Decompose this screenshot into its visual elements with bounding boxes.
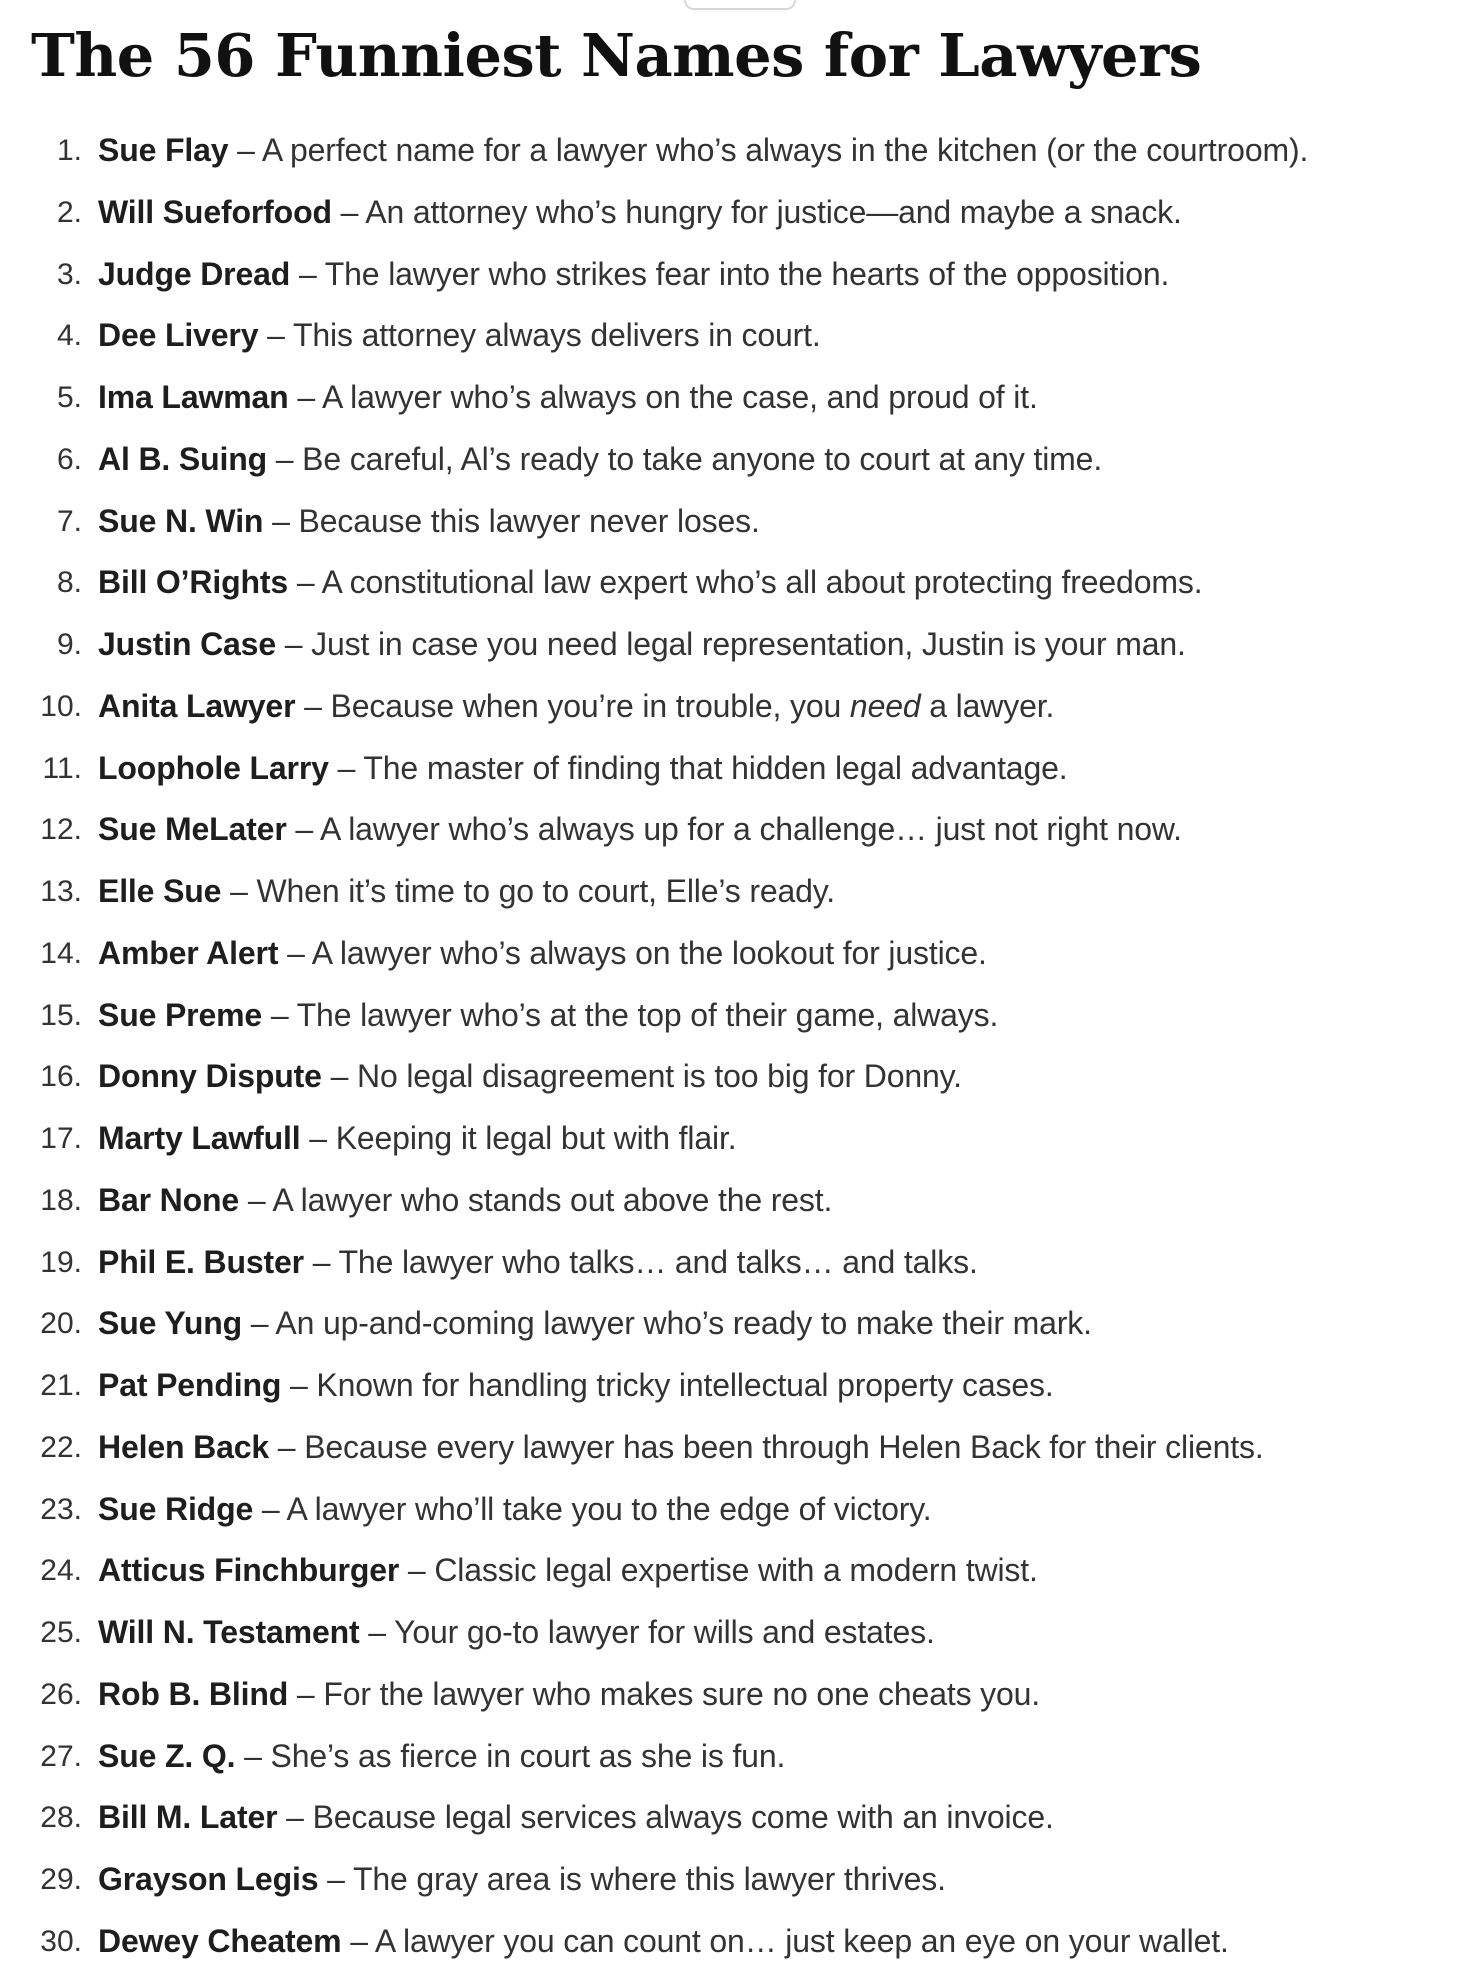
- dash-separator: –: [272, 502, 290, 539]
- list-item: [0, 738, 1465, 800]
- list-item: [0, 1479, 1465, 1541]
- dash-separator: –: [312, 1243, 331, 1280]
- item-number: 10.: [40, 689, 82, 723]
- item-entry: [98, 1911, 1229, 1973]
- dash-separator: –: [275, 440, 294, 477]
- lawyer-description: Because every lawyer has been through Helen Back for their clients.: [304, 1428, 1264, 1465]
- list-item: [0, 491, 1465, 553]
- lawyer-name: Judge Dread: [98, 255, 291, 292]
- lawyer-name: Pat Pending: [98, 1367, 282, 1403]
- item-number: 7.: [56, 504, 82, 538]
- item-number: 16.: [40, 1060, 82, 1094]
- item-number: 19.: [40, 1245, 82, 1279]
- list-item: [0, 1293, 1465, 1355]
- dash-separator: –: [296, 1675, 315, 1712]
- item-entry: [98, 1602, 935, 1664]
- lawyer-name: Sue Flay: [98, 132, 229, 168]
- list-item: [0, 676, 1465, 738]
- list-item: [0, 367, 1465, 429]
- item-number: 1.: [56, 134, 82, 167]
- lawyer-name: Sue Yung: [98, 1305, 243, 1342]
- dash-separator: –: [286, 1799, 304, 1836]
- item-entry: [98, 429, 1102, 491]
- lawyer-name: Amber Alert: [98, 934, 279, 971]
- dash-separator: –: [290, 1367, 308, 1403]
- lawyer-name: Justin Case: [98, 626, 276, 662]
- item-number: 6.: [56, 442, 82, 476]
- dash-separator: –: [407, 1552, 426, 1589]
- lawyer-description: Just in case you need legal representation, Justin is your man.: [311, 626, 1186, 662]
- lawyer-description: No legal disagreement is too big for Donny.: [357, 1058, 962, 1095]
- lawyer-name: Marty Lawfull: [98, 1120, 301, 1156]
- item-entry: [98, 1726, 785, 1788]
- item-entry: [98, 491, 760, 553]
- item-number: 29.: [40, 1863, 82, 1896]
- dash-separator: –: [298, 255, 317, 292]
- item-entry: [98, 1232, 978, 1294]
- lawyer-name: Will Sueforfood: [98, 193, 332, 230]
- item-number: 14.: [40, 936, 82, 970]
- item-entry: [98, 985, 998, 1047]
- list-item: [0, 1540, 1465, 1602]
- list-item: [0, 1602, 1465, 1664]
- list-item: [0, 861, 1465, 923]
- lawyer-description: [331, 688, 1055, 724]
- lawyer-description: The lawyer who strikes fear into the hearts of the opposition.: [324, 255, 1170, 292]
- lawyer-name: Helen Back: [98, 1428, 270, 1465]
- lawyer-description: The lawyer who’s at the top of their game, always.: [296, 996, 999, 1033]
- lawyer-description: When it’s time to go to court, Elle’s ready.: [256, 873, 836, 909]
- lawyer-name: Atticus Finchburger: [98, 1552, 400, 1589]
- lawyer-description: A lawyer you can count on… just keep an eye on your wallet.: [374, 1922, 1229, 1959]
- list-item: [0, 182, 1465, 244]
- lawyer-name: Phil E. Buster: [98, 1243, 304, 1280]
- list-item: [0, 1232, 1465, 1294]
- lawyer-description: Because this lawyer never loses.: [298, 502, 760, 539]
- list-item: [0, 1726, 1465, 1788]
- lawyer-name: Anita Lawyer: [98, 687, 296, 724]
- list-item: [0, 985, 1465, 1047]
- lawyer-name: Rob B. Blind: [98, 1675, 289, 1712]
- dash-separator: –: [309, 1120, 327, 1156]
- dash-separator: –: [295, 811, 314, 848]
- item-entry: [98, 1479, 932, 1541]
- item-number: 20.: [40, 1307, 82, 1341]
- list-item: [0, 244, 1465, 306]
- list-item: [0, 923, 1465, 985]
- item-number: 22.: [40, 1430, 82, 1464]
- item-number: 15.: [40, 998, 82, 1032]
- item-number: 23.: [40, 1492, 82, 1526]
- item-entry: [98, 367, 1038, 429]
- lawyer-name: Will N. Testament: [98, 1614, 360, 1650]
- item-number: 8.: [56, 566, 82, 600]
- item-number: 3.: [56, 257, 82, 291]
- item-number: 17.: [40, 1122, 82, 1155]
- item-number: 2.: [56, 195, 82, 229]
- lawyer-names-list: [0, 120, 1465, 1973]
- item-entry: [98, 244, 1169, 306]
- dash-separator: –: [350, 1922, 368, 1959]
- description-emphasis: need: [849, 687, 921, 724]
- list-item: [0, 614, 1465, 676]
- item-entry: [98, 676, 1054, 738]
- page-title: The 56 Funniest Names for Lawyers: [31, 21, 1202, 90]
- dash-separator: –: [287, 934, 305, 971]
- lawyer-description: A lawyer who stands out above the rest.: [272, 1181, 833, 1218]
- lawyer-description: A lawyer who’s always on the lookout for justice.: [311, 934, 987, 971]
- lawyer-name: Bar None: [98, 1181, 240, 1218]
- lawyer-name: Sue Z. Q.: [98, 1737, 236, 1774]
- item-number: 4.: [56, 319, 82, 353]
- dash-separator: –: [297, 379, 315, 415]
- lawyer-description: An attorney who’s hungry for justice—and maybe a snack.: [365, 193, 1182, 230]
- dash-separator: –: [261, 1490, 280, 1527]
- item-number: 11.: [42, 751, 82, 785]
- lawyer-name: Loophole Larry: [98, 749, 329, 786]
- item-entry: [98, 120, 1308, 182]
- dash-separator: –: [250, 1305, 269, 1342]
- item-number: 13.: [40, 875, 82, 908]
- list-item: [0, 1787, 1465, 1849]
- lawyer-description: For the lawyer who makes sure no one cheats you.: [323, 1675, 1041, 1712]
- item-entry: [98, 305, 821, 367]
- list-item: [0, 305, 1465, 367]
- item-entry: [98, 552, 1202, 614]
- lawyer-name: Sue Ridge: [98, 1490, 254, 1527]
- lawyer-description: She’s as fierce in court as she is fun.: [270, 1737, 786, 1774]
- item-entry: [98, 923, 987, 985]
- lawyer-name: Bill O’Rights: [98, 564, 289, 601]
- dash-separator: –: [267, 317, 285, 354]
- item-entry: [98, 1664, 1040, 1726]
- lawyer-description: A constitutional law expert who’s all about protecting freedoms.: [321, 564, 1203, 601]
- list-item: [0, 1911, 1465, 1973]
- lawyer-name: Elle Sue: [98, 873, 222, 909]
- dash-separator: –: [230, 873, 248, 909]
- item-entry: [98, 861, 835, 923]
- lawyer-name: Dee Livery: [98, 317, 259, 354]
- description-text: Because when you’re in trouble, you: [330, 687, 842, 724]
- item-entry: [98, 1540, 1038, 1602]
- dash-separator: –: [270, 996, 289, 1033]
- item-number: 12.: [40, 813, 82, 847]
- list-item: [0, 1849, 1465, 1911]
- dash-separator: –: [327, 1861, 345, 1897]
- item-entry: [98, 1046, 962, 1108]
- lawyer-description: The lawyer who talks… and talks… and talks.: [338, 1243, 978, 1280]
- list-item: [0, 1046, 1465, 1108]
- item-entry: [98, 1355, 1054, 1417]
- item-number: 26.: [40, 1677, 82, 1711]
- lawyer-description: A lawyer who’s always up for a challenge… just not right now.: [320, 811, 1182, 848]
- lawyer-name: Dewey Cheatem: [98, 1922, 342, 1959]
- item-entry: [98, 182, 1182, 244]
- lawyer-name: Grayson Legis: [98, 1861, 319, 1897]
- dash-separator: –: [237, 132, 255, 168]
- item-number: 24.: [40, 1554, 82, 1588]
- item-number: 9.: [56, 628, 82, 661]
- lawyer-description: An up-and-coming lawyer who’s ready to make their mark.: [275, 1305, 1092, 1342]
- item-entry: [98, 1108, 736, 1170]
- lawyer-name: Bill M. Later: [98, 1799, 278, 1836]
- item-entry: [98, 614, 1186, 676]
- dash-separator: –: [368, 1614, 386, 1650]
- list-item: [0, 1108, 1465, 1170]
- list-item: [0, 120, 1465, 182]
- item-number: 28.: [40, 1801, 82, 1835]
- lawyer-name: Al B. Suing: [98, 440, 268, 477]
- lawyer-description: A perfect name for a lawyer who’s always in the kitchen (or the courtroom).: [261, 132, 1309, 168]
- lawyer-description: Your go-to lawyer for wills and estates.: [394, 1614, 935, 1650]
- dash-separator: –: [284, 626, 303, 662]
- item-entry: [98, 1849, 946, 1911]
- dash-separator: –: [337, 749, 356, 786]
- lawyer-description: Because legal services always come with an invoice.: [312, 1799, 1054, 1836]
- list-item: [0, 1355, 1465, 1417]
- item-entry: [98, 738, 1068, 800]
- item-number: 21.: [40, 1369, 82, 1402]
- lawyer-name: Sue Preme: [98, 996, 263, 1033]
- dash-separator: –: [247, 1181, 266, 1218]
- lawyer-description: The master of finding that hidden legal advantage.: [363, 749, 1068, 786]
- item-number: 27.: [40, 1739, 82, 1773]
- lawyer-description: Classic legal expertise with a modern twist.: [434, 1552, 1038, 1589]
- item-entry: [98, 1417, 1264, 1479]
- lawyer-name: Sue N. Win: [98, 502, 264, 539]
- item-number: 18.: [40, 1183, 82, 1217]
- item-number: 5.: [56, 381, 82, 414]
- lawyer-description: Be careful, Al’s ready to take anyone to court at any time.: [302, 440, 1103, 477]
- lawyer-description: Known for handling tricky intellectual property cases.: [316, 1367, 1054, 1403]
- dash-separator: –: [244, 1737, 262, 1774]
- list-item: [0, 1417, 1465, 1479]
- lawyer-description: A lawyer who’ll take you to the edge of victory.: [286, 1490, 932, 1527]
- dash-separator: –: [304, 687, 322, 724]
- dash-separator: –: [296, 564, 315, 601]
- lawyer-name: Sue MeLater: [98, 811, 287, 848]
- item-entry: [98, 1787, 1054, 1849]
- lawyer-description: A lawyer who’s always on the case, and proud of it.: [321, 379, 1038, 415]
- dash-separator: –: [277, 1428, 296, 1465]
- item-entry: [98, 1170, 832, 1232]
- lawyer-name: Donny Dispute: [98, 1058, 322, 1095]
- item-number: 25.: [40, 1616, 82, 1649]
- list-item: [0, 1170, 1465, 1232]
- item-number: 30.: [40, 1924, 82, 1958]
- lawyer-description: This attorney always delivers in court.: [292, 317, 821, 354]
- dash-separator: –: [340, 193, 359, 230]
- lawyer-description: The gray area is where this lawyer thrives.: [352, 1861, 946, 1897]
- list-item: [0, 552, 1465, 614]
- lawyer-description: Keeping it legal but with flair.: [335, 1120, 737, 1156]
- page-top-tab: [684, 0, 796, 10]
- item-entry: [98, 1293, 1092, 1355]
- lawyer-name: Ima Lawman: [98, 379, 289, 415]
- dash-separator: –: [330, 1058, 349, 1095]
- list-item: [0, 1664, 1465, 1726]
- item-entry: [98, 799, 1182, 861]
- description-text: a lawyer.: [929, 687, 1055, 724]
- list-item: [0, 799, 1465, 861]
- list-item: [0, 429, 1465, 491]
